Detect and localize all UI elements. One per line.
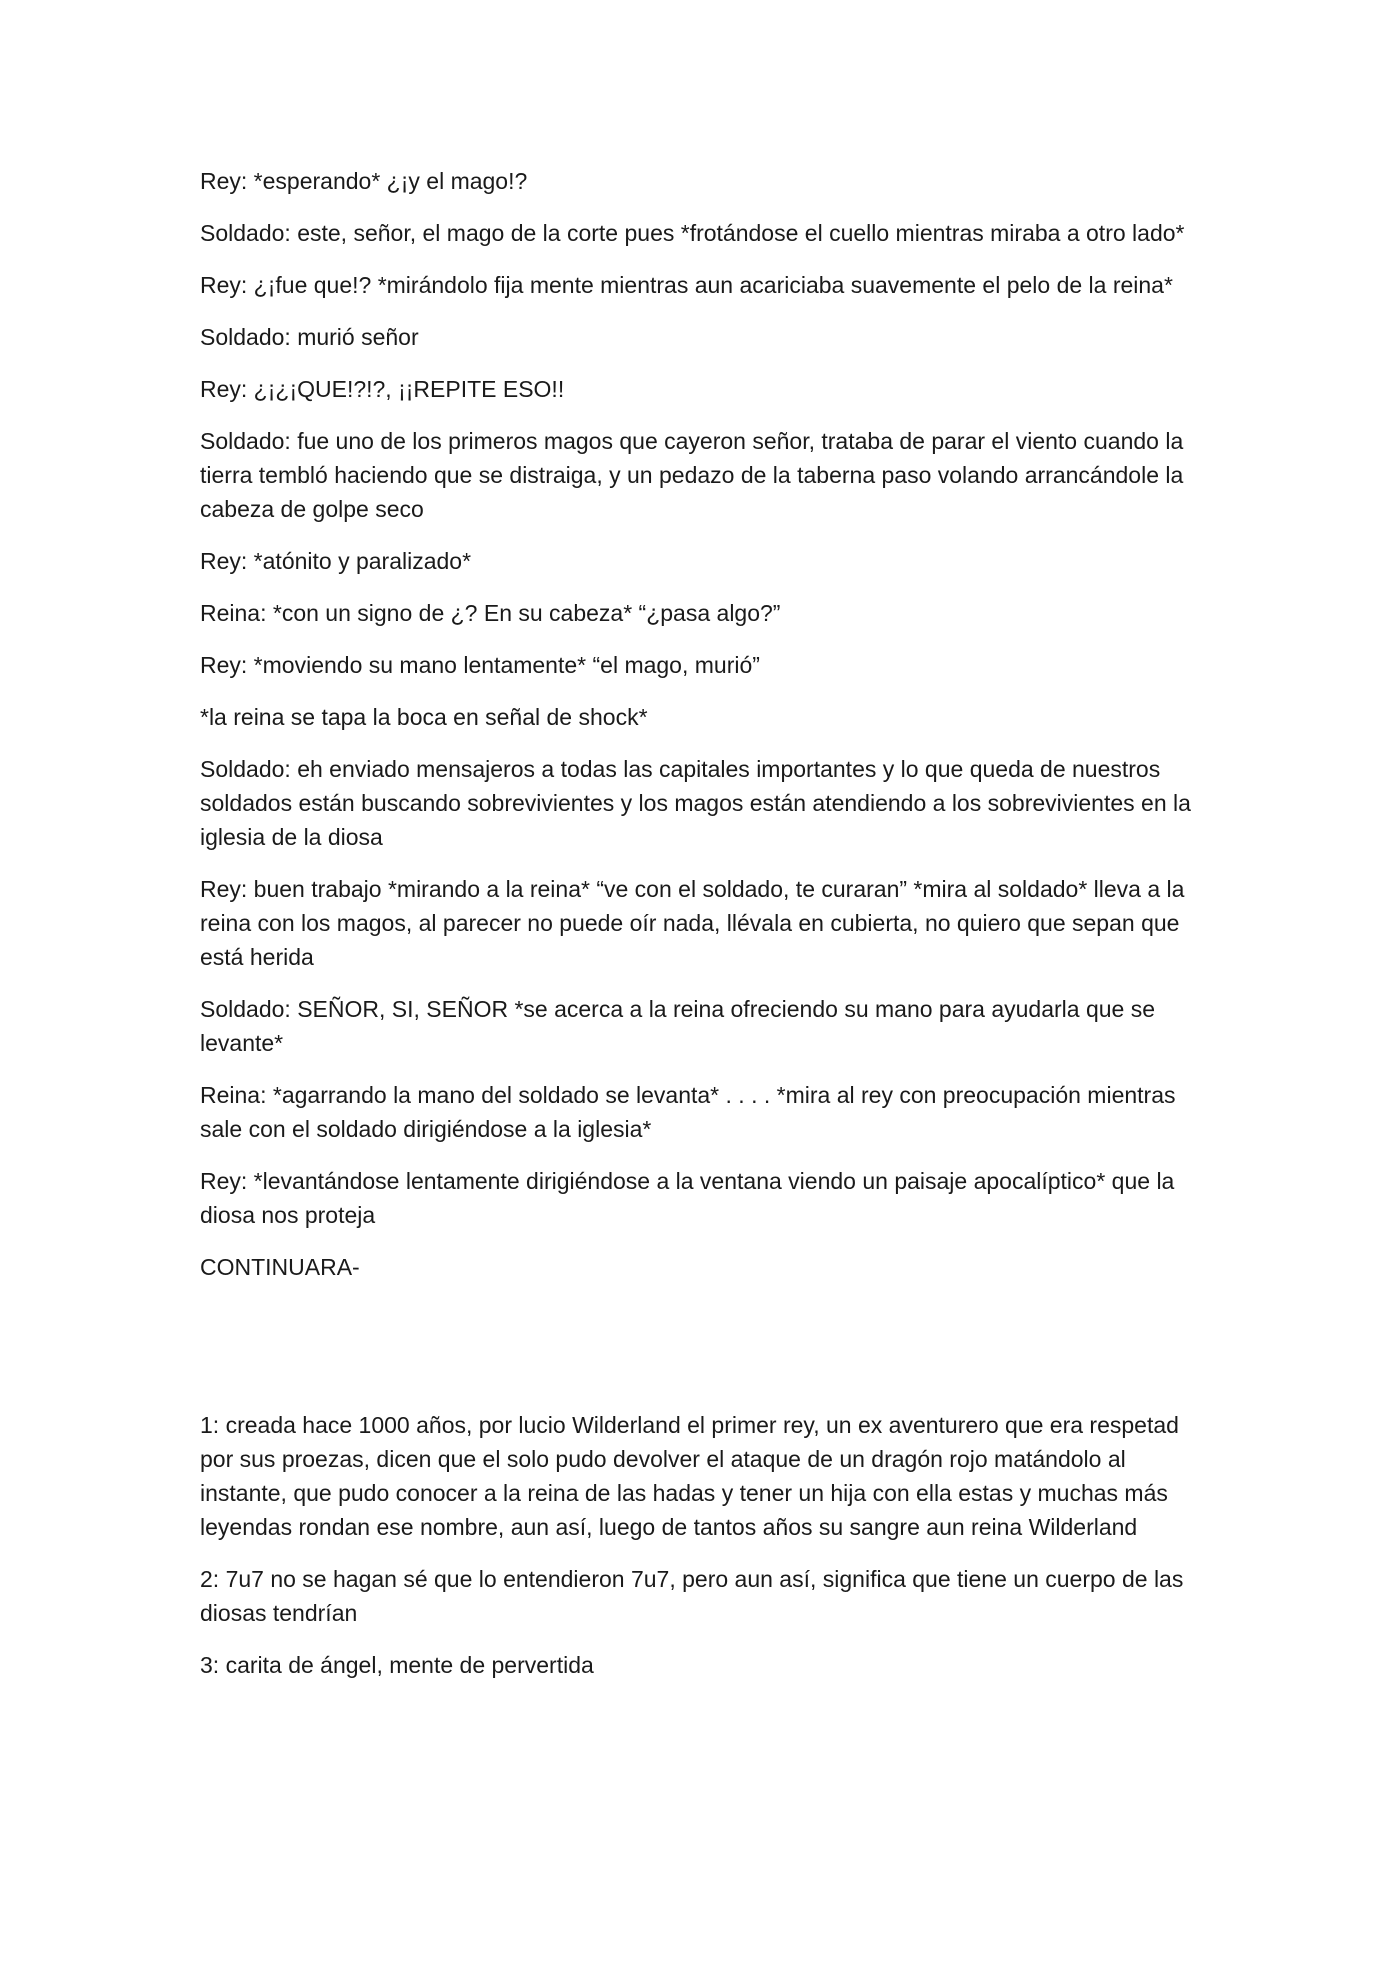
dialogue-line: Rey: *atónito y paralizado*	[200, 548, 472, 574]
dialogue-line: *la reina se tapa la boca en señal de shock*	[200, 704, 648, 730]
continuara-text: CONTINUARA-	[200, 1254, 360, 1280]
dialogue-line: Rey: *levantándose lentamente dirigiéndose a la ventana viendo un paisaje apocalíptico* que la diosa nos proteja	[200, 1168, 1175, 1228]
dialogue-line: Reina: *agarrando la mano del soldado se levanta* . . . . *mira al rey con preocupación mientras sale con el soldado dirigiéndose a la iglesia*	[200, 1082, 1176, 1142]
footnote-2: 2: 7u7 no se hagan sé que lo entendieron 7u7, pero aun así, significa que tiene un cuerpo de las diosas tendrían	[200, 1566, 1184, 1626]
dialogue-line: Soldado: este, señor, el mago de la corte pues *frotándose el cuello mientras miraba a otro lado*	[200, 220, 1185, 246]
document-body	[200, 164, 1210, 1700]
dialogue-line: Rey: *esperando* ¿¡y el mago!?	[200, 168, 528, 194]
footnote-3: 3: carita de ángel, mente de pervertida	[200, 1652, 594, 1678]
dialogue-line: Rey: ¿¡fue que!? *mirándolo fija mente mientras aun acariciaba suavemente el pelo de la reina*	[200, 272, 1173, 298]
dialogue-line: Reina: *con un signo de ¿? En su cabeza* “¿pasa algo?”	[200, 600, 781, 626]
dialogue-line: Rey: ¿¡¿¡QUE!?!?, ¡¡REPITE ESO!!	[200, 376, 565, 402]
footnotes-section	[200, 1408, 1210, 1682]
footnote-1: 1: creada hace 1000 años, por lucio Wilderland el primer rey, un ex aventurero que era respetad por sus proezas, dicen que el solo pudo devolver el ataque de un dragón rojo matándolo al instante, que pudo conocer a la reina de las hadas y tener un hija con ella estas y muchas más leyendas rondan ese nombre, aun así, luego de tantos años su sangre aun reina Wilderland	[200, 1412, 1179, 1540]
dialogue-line: Soldado: eh enviado mensajeros a todas las capitales importantes y lo que queda de nuestros soldados están buscando sobrevivientes y los magos están atendiendo a los sobrevivientes en la iglesia de la diosa	[200, 756, 1191, 850]
dialogue-line: Soldado: SEÑOR, SI, SEÑOR *se acerca a la reina ofreciendo su mano para ayudarla que se levante*	[200, 996, 1156, 1056]
dialogue-line: Rey: buen trabajo *mirando a la reina* “ve con el soldado, te curaran” *mira al soldado* lleva a la reina con los magos, al parecer no puede oír nada, llévala en cubierta, no quiero que sepan que está herida	[200, 876, 1185, 970]
dialogue-line: Soldado: murió señor	[200, 324, 419, 350]
dialogue-line: Soldado: fue uno de los primeros magos que cayeron señor, trataba de parar el viento cuando la tierra tembló haciendo que se distraiga, y un pedazo de la taberna paso volando arrancándole la cabeza de golpe seco	[200, 428, 1184, 522]
dialogue-line: Rey: *moviendo su mano lentamente* “el mago, murió”	[200, 652, 760, 678]
